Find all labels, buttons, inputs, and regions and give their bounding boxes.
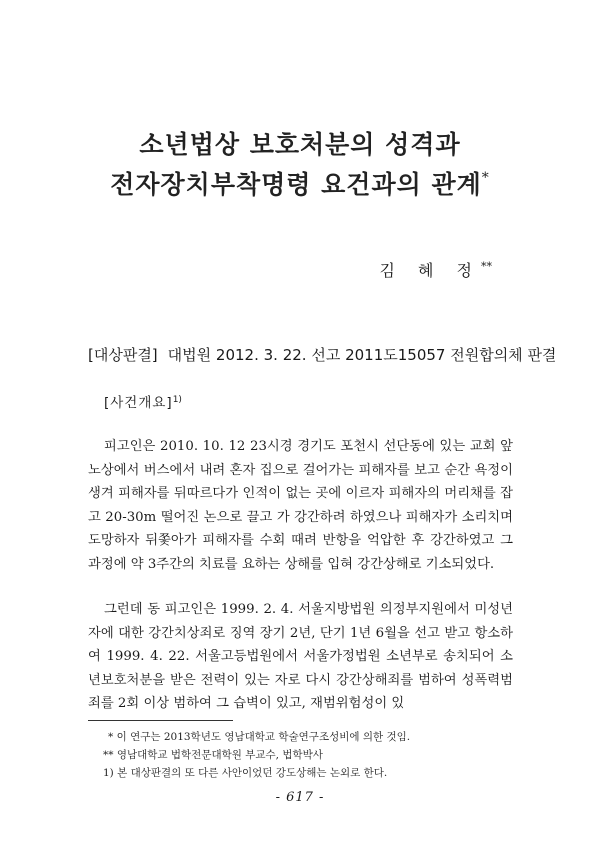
footnote-1: * 이 연구는 2013학년도 영남대학교 학술연구조성비에 의한 것임. [108,731,411,743]
body-paragraph-1: 피고인은 2010. 10. 12 23시경 경기도 포천시 선단동에 있는 교회 앞 노상에서 버스에서 내려 혼자 집으로 걸어가는 피해자를 보고 순간 욕정이 생겨 피해자를 뒤따르다가 인적이 없는 곳에 이르자 피해자의 머리채를 잡고 20-30m 떨어진 논으로 끌고 가 강간하려 하였으나 피해자가 소리치며 도망하자 뒤쫓아가 피해자를 수회 때려 반항을 억압한 후 강간하였고 그 과정에 약 3주간의 치료를 요하는 상해를 입혀 강간상해로 기소되었다. [88,439,513,572]
case-overview-label: [사건개요] [104,395,173,411]
page-number: - 617 - [275,790,325,805]
footnote-divider [88,720,233,721]
footnote-2: ** 영남대학교 법학전문대학원 부교수, 법학박사 [103,749,323,761]
author [379,258,492,281]
author-footnote-mark: ** [481,260,492,273]
title-line-2 [0,165,600,201]
title-line-2-text: 전자장치부착명령 요건과의 관계 [110,170,482,199]
footnote-3: 1) 본 대상판결의 또 다른 사안이었던 강도상해는 논외로 한다. [103,767,388,779]
target-judgment-label: [대상판결] [88,346,158,364]
body-paragraph-2: 그런데 동 피고인은 1999. 2. 4. 서울지방법원 의정부지원에서 미성년자에 대한 강간치상죄로 징역 장기 2년, 단기 1년 6월을 선고 받고 항소하여 1999. 4. 22. 서울고등법원에서 서울가정법원 소년부로 송치되어 소년보호처분을 받은 전력이 있는 자로 다시 강간상해죄를 범하여 성폭력범죄를 2회 이상 범하여 그 습벽이 있고, 재범위험성이 있 [88,602,513,712]
author-name: 김 혜 정 [379,261,481,280]
target-judgment [88,344,557,365]
target-judgment-text: 대법원 2012. 3. 22. 선고 2011도15057 전원합의체 판결 [167,346,557,364]
case-overview-heading [104,391,182,411]
title-line-1: 소년법상 보호처분의 성격과 [139,130,461,159]
title-footnote-mark: * [481,170,490,186]
case-overview-footnote-ref: 1) [172,395,182,405]
